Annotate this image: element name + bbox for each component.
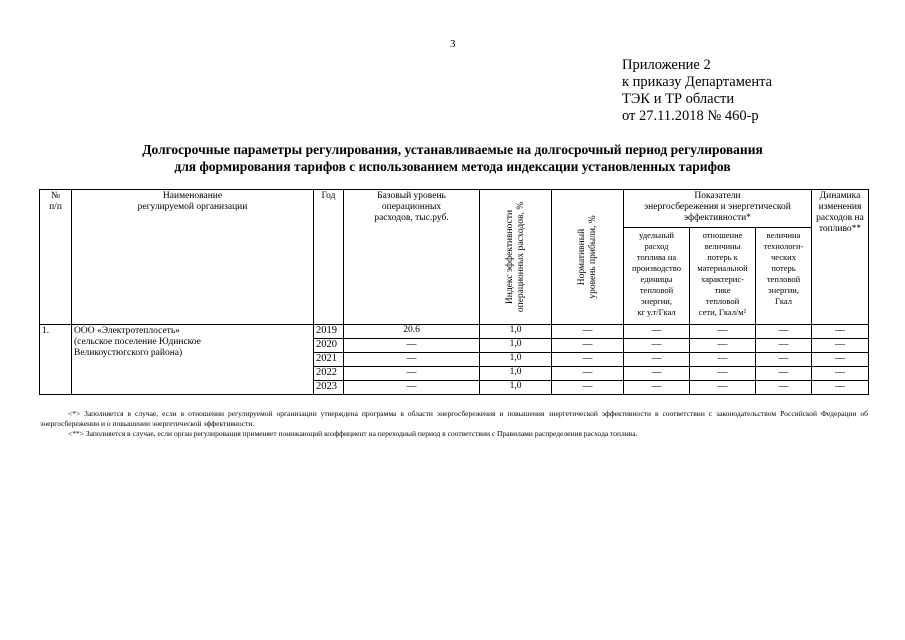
cell-loss: — bbox=[690, 353, 756, 367]
organization-name: ООО «Электротеплосеть» (сельское поселение Юдинское Великоустюгского района) bbox=[72, 325, 314, 395]
cell-year: 2020 bbox=[314, 339, 344, 353]
cell-base: — bbox=[344, 381, 480, 395]
parameters-table bbox=[39, 189, 869, 395]
header-efficiency-index: Индекс эффективности операционных расходов, % bbox=[480, 190, 552, 325]
cell-year: 2019 bbox=[314, 325, 344, 339]
cell-dynamics: — bbox=[812, 353, 869, 367]
cell-tech: — bbox=[756, 339, 812, 353]
subheader-tech-losses: величина технологи- ческих потерь тепловой энергии, Гкал bbox=[756, 228, 812, 325]
header-fuel-dynamics: Динамика изменения расходов на топливо** bbox=[812, 190, 869, 325]
table-row bbox=[40, 325, 869, 339]
appendix-line: ТЭК и ТР области bbox=[622, 91, 735, 107]
cell-base: — bbox=[344, 367, 480, 381]
cell-loss: — bbox=[690, 381, 756, 395]
cell-index: 1,0 bbox=[480, 339, 552, 353]
appendix-line: Приложение 2 bbox=[622, 57, 711, 73]
cell-tech: — bbox=[756, 353, 812, 367]
cell-profit: — bbox=[552, 381, 624, 395]
cell-dynamics: — bbox=[812, 325, 869, 339]
cell-base: 20.6 bbox=[344, 325, 480, 339]
subheader-fuel-consumption: удельный расход топлива на производство единицы тепловой энергии, кг у.т/Гкал bbox=[624, 228, 690, 325]
cell-tech: — bbox=[756, 367, 812, 381]
appendix-line: от 27.11.2018 № 460-р bbox=[622, 108, 759, 124]
appendix-line: к приказу Департамента bbox=[622, 74, 773, 90]
footnotes bbox=[40, 409, 868, 439]
cell-tech: — bbox=[756, 325, 812, 339]
header-base-level: Базовый уровень операционных расходов, тыс.руб. bbox=[344, 190, 480, 325]
cell-year: 2023 bbox=[314, 381, 344, 395]
row-number: 1. bbox=[40, 325, 72, 395]
cell-dynamics: — bbox=[812, 381, 869, 395]
cell-tech: — bbox=[756, 381, 812, 395]
header-energy-indicators: Показатели энергосбережения и энергетической эффективности* bbox=[624, 190, 812, 228]
cell-profit: — bbox=[552, 367, 624, 381]
subheader-loss-ratio: отношение величины потерь к материальной характерис- тике тепловой сети, Гкал/м² bbox=[690, 228, 756, 325]
cell-base: — bbox=[344, 339, 480, 353]
footnote-2: <**> Заполняется в случае, если орган регулирования применяет понижающий коэффициент на переходный период в соответствии с Правилами распределения расхода топлива. bbox=[68, 429, 638, 438]
cell-fuel: — bbox=[624, 381, 690, 395]
cell-index: 1,0 bbox=[480, 353, 552, 367]
cell-year: 2021 bbox=[314, 353, 344, 367]
cell-index: 1,0 bbox=[480, 325, 552, 339]
cell-fuel: — bbox=[624, 353, 690, 367]
header-profit-level: Нормативный уровень прибыли, % bbox=[552, 190, 624, 325]
header-num: № п/п bbox=[40, 190, 72, 325]
cell-index: 1,0 bbox=[480, 381, 552, 395]
cell-base: — bbox=[344, 353, 480, 367]
cell-fuel: — bbox=[624, 339, 690, 353]
title-line: Долгосрочные параметры регулирования, устанавливаемые на долгосрочный период регулирования bbox=[142, 142, 763, 157]
cell-profit: — bbox=[552, 339, 624, 353]
appendix-reference bbox=[622, 57, 772, 125]
cell-year: 2022 bbox=[314, 367, 344, 381]
cell-loss: — bbox=[690, 367, 756, 381]
cell-dynamics: — bbox=[812, 339, 869, 353]
cell-fuel: — bbox=[624, 325, 690, 339]
page-number: 3 bbox=[450, 38, 456, 50]
cell-loss: — bbox=[690, 325, 756, 339]
cell-loss: — bbox=[690, 339, 756, 353]
header-year: Год bbox=[314, 190, 344, 325]
cell-profit: — bbox=[552, 325, 624, 339]
document-title bbox=[40, 141, 865, 175]
cell-index: 1,0 bbox=[480, 367, 552, 381]
cell-profit: — bbox=[552, 353, 624, 367]
cell-dynamics: — bbox=[812, 367, 869, 381]
footnote-1: <*> Заполняется в случае, если в отношении регулируемой организации утверждена программа в области энергосбережения и повышения энергетической эффективности в соответствии с законодательством Российской Федерации об энергосбережении и о повышении энергетической эффективности. bbox=[40, 409, 868, 428]
cell-fuel: — bbox=[624, 367, 690, 381]
header-row bbox=[40, 190, 869, 228]
header-org: Наименование регулируемой организации bbox=[72, 190, 314, 325]
title-line: для формирования тарифов с использованием метода индексации установленных тарифов bbox=[174, 159, 731, 174]
